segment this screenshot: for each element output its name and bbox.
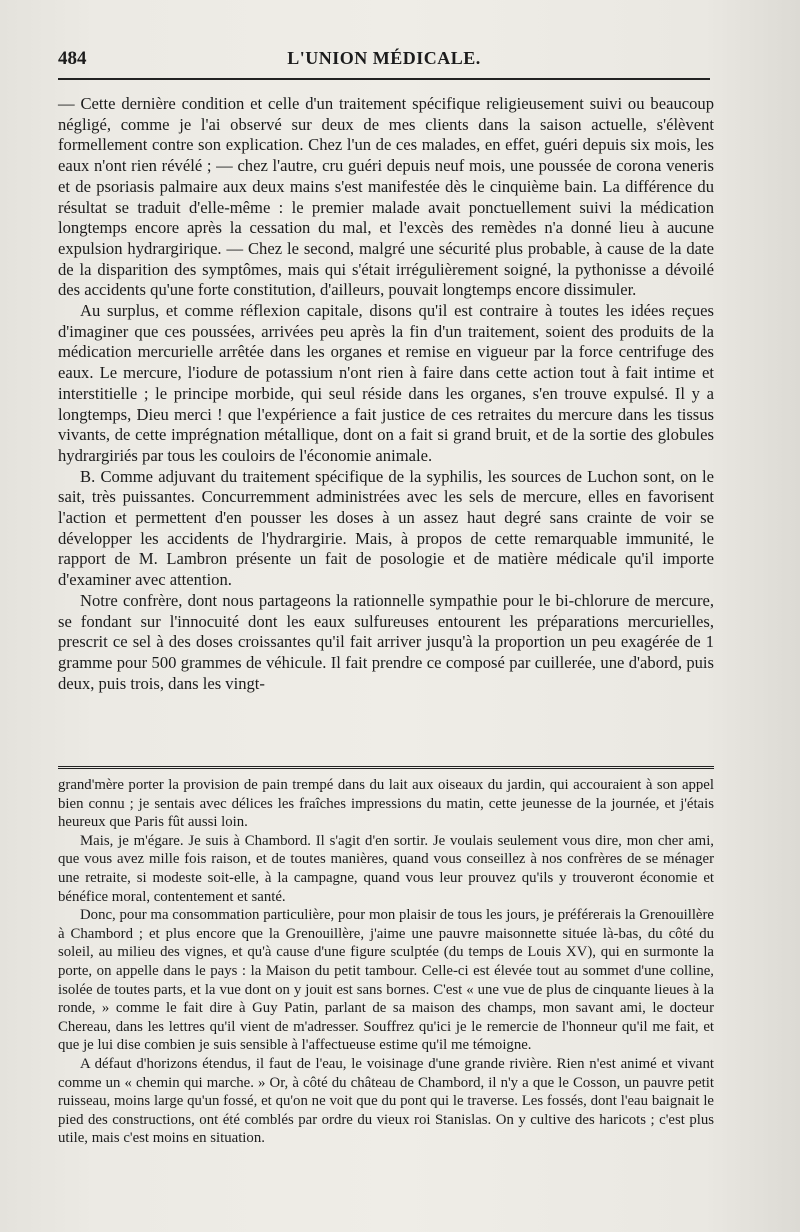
running-title: L'UNION MÉDICALE. — [287, 48, 481, 68]
header-rule — [58, 78, 710, 80]
main-paragraph: Notre confrère, dont nous partageons la rationnelle sympathie pour le bi-chlorure de mercure, se fondant sur l'innocuité dont les eaux sulfureuses entourent les préparations mercurielles, prescrit ce sel à des doses croissantes qu'il fait arriver jusqu'à la proportion un peu exagérée de 1 gramme pour 500 grammes de véhicule. Il fait prendre ce composé par cuillerée, une d'abord, puis deux, puis trois, dans les vingt- — [58, 590, 714, 693]
note-paragraph: A défaut d'horizons étendus, il faut de l'eau, le voisinage d'une grande rivière. Rien n'est animé et vivant comme un « chemin qui marche. » Or, à côté du château de Chambord, il n'y a que le Cosson, un pauvre petit ruisseau, moins large qu'un fossé, et qu'on ne voit que du pont qui le traverse. Les fossés, dont l'eau baignait le pied des constructions, ont été comblés par ordre du vieux roi Stanislas. On y cultive des haricots ; c'est plus utile, mais c'est moins en situation. — [58, 1055, 714, 1147]
main-text — [58, 94, 714, 694]
main-paragraph: Au surplus, et comme réflexion capitale, disons qu'il est contraire à toutes les idées reçues d'imaginer que ces poussées, arrivées peu après la fin d'un traitement, soient des produits de la médication mercurielle arrêtée dans les organes et remise en vigueur par la force centrifuge des eaux. Le mercure, l'iodure de potassium n'ont rien à faire dans cette action tout à fait intime et interstitielle ; le principe morbide, qui seul réside dans les organes, s'en trouve expulsé. Il y a longtemps, Dieu merci ! que l'expérience a fait justice de ces retraites du mercure dans les tissus vivants, de cette imprégnation métallique, dont on a fait si grand bruit, et de la sortie des globules hydrargiriés par tous les couloirs de l'économie animale. — [58, 301, 714, 465]
feuilleton-text — [58, 776, 714, 1148]
footnote-separator — [58, 766, 714, 772]
main-paragraph: — Cette dernière condition et celle d'un traitement spécifique religieusement suivi ou beaucoup négligé, comme je l'ai observé sur deux de mes clients dans la saison actuelle, s'élèvent formellement contre son explication. Chez l'un de ces malades, en effet, guéri depuis six mois, les eaux n'ont rien révélé ; — chez l'autre, cru guéri depuis neuf mois, une poussée de corona veneris et de psoriasis palmaire aux deux mains s'est manifestée dès le cinquième bain. La différence du résultat se traduit d'elle-même : le premier malade avait ponctuellement suivi la médication longtemps encore après la cessation du mal, et l'excès des remèdes n'a donné lieu à aucune expulsion hydrargirique. — Chez le second, malgré une sécurité plus probable, à cause de la date de la disparition des symptômes, mais qui s'était irrégulièrement soigné, la pythonisse a dévoilé des accidents qu'une forte constitution, d'ailleurs, pouvait longtemps encore dissimuler. — [58, 94, 714, 300]
note-paragraph: grand'mère porter la provision de pain trempé dans du lait aux oiseaux du jardin, qui accouraient à son appel bien connu ; je sentais avec délices les fraîches impressions du matin, cette jeunesse de la journée, et j'étais heureux que Paris fût aussi loin. — [58, 777, 714, 831]
page-number: 484 — [58, 48, 87, 69]
note-paragraph: Donc, pour ma consommation particulière, pour mon plaisir de tous les jours, je préférerais la Grenouillère à Chambord ; et plus encore que la Grenouillère, j'aime une pauvre maisonnette située là-bas, du côté du soleil, au milieu des vignes, et qu'à cause d'une figure sculptée (du temps de Louis XV), qui en surmonte la porte, on appelle dans le pays : la Maison du petit tambour. Celle-ci est élevée tout au sommet d'une colline, isolée de toutes parts, et la vue dont on y jouit est sans bornes. C'est « une vue de plus de cinquante lieues à la ronde, » comme le fait dire à Guy Patin, parlant de sa maison des champs, mon savant ami, le docteur Chereau, dans les lettres qu'il vient de m'adresser. Souffrez qu'ici je le remercie de l'honneur qu'il me fait, et que je lui dise combien je suis sensible à l'affectueuse estime qu'il me témoigne. — [58, 907, 714, 1054]
page-header — [58, 44, 710, 74]
main-paragraph: B. Comme adjuvant du traitement spécifique de la syphilis, les sources de Luchon sont, on le sait, très puissantes. Concurremment administrées avec les sels de mercure, elles en favorisent l'action et permettent d'en pousser les doses à un assez haut degré sans crainte de voir se développer les accidents de l'hydrargirie. Mais, à propos de cette remarquable immunité, le rapport de M. Lambron présente un fait de posologie et de matière médicale qu'il importe d'examiner avec attention. — [58, 466, 714, 590]
note-paragraph: Mais, je m'égare. Je suis à Chambord. Il s'agit d'en sortir. Je voulais seulement vous dire, mon cher ami, que vous avez mille fois raison, et de toutes manières, quand vous conseillez à nos confrères de se ménager une retraite, si modeste soit-elle, à la campagne, quand vous leur prouvez qu'ils y trouveront économie et bénéfice moral, contentement et santé. — [58, 832, 714, 905]
